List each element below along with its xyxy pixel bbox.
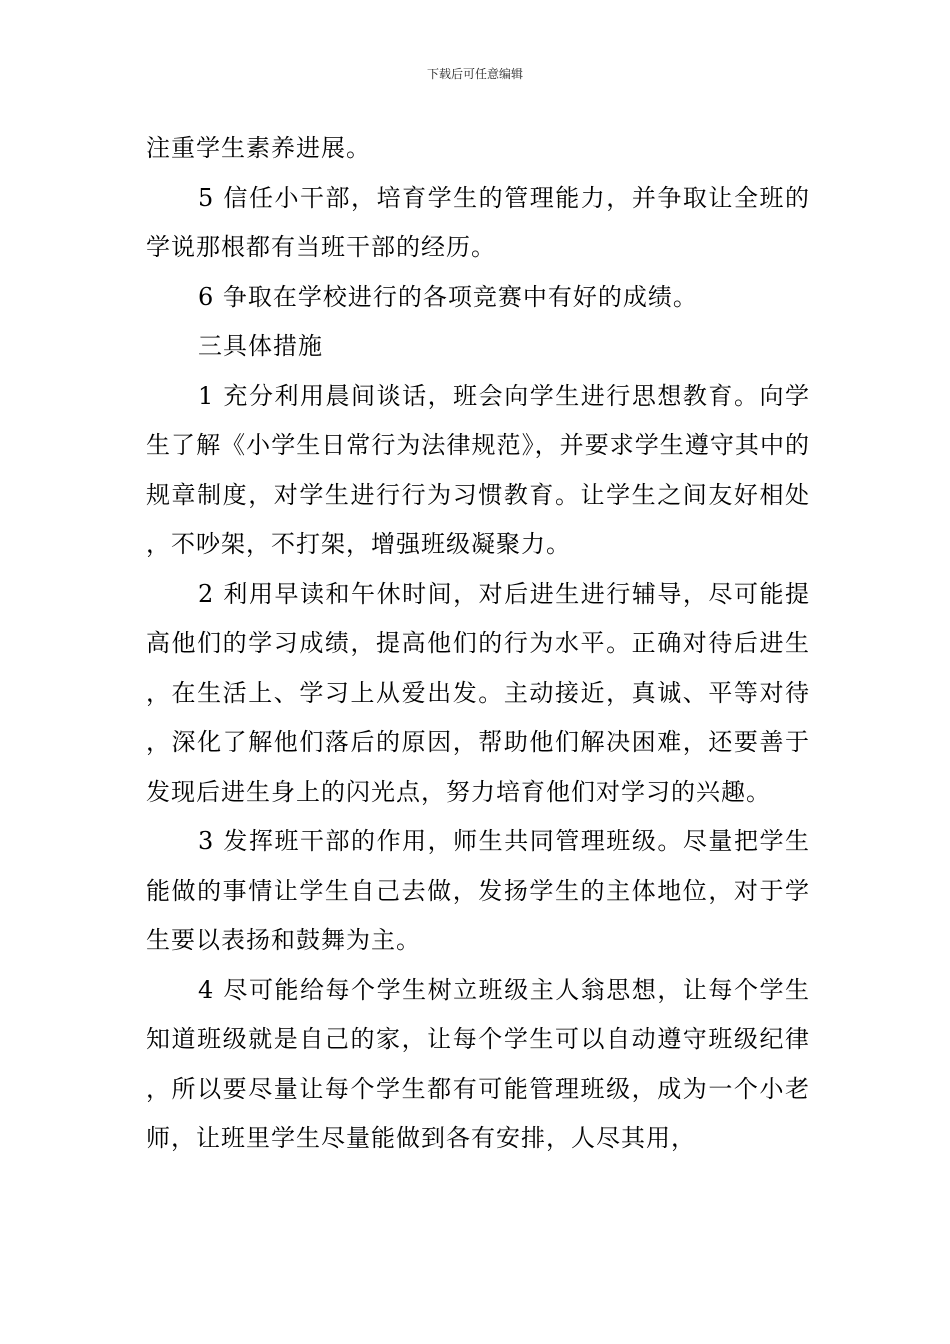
paragraph-7: 4 尽可能给每个学生树立班级主人翁思想，让每个学生知道班级就是自己的家，让每个学生可以自动遵守班级纪律，所以要尽量让每个学生都有可能管理班级，成为一个小老师，让班里学生尽量能做到各有安排，人尽其用， (146, 975, 810, 1152)
paragraph-1: 注重学生素养进展。 (146, 134, 371, 162)
section-heading: 三具体措施 (198, 332, 323, 360)
page-header: 下载后可任意编辑 (426, 67, 523, 81)
paragraph-6: 3 发挥班干部的作用，师生共同管理班级。尽量把学生能做的事情让学生自己去做，发扬学生的主体地位，对于学生要以表扬和鼓舞为主。 (146, 827, 810, 954)
paragraph-3: 6 争取在学校进行的各项竞赛中有好的成绩。 (198, 282, 698, 311)
document-body (146, 124, 810, 1164)
paragraph-2: 5 信任小干部，培育学生的管理能力，并争取让全班的学说那根都有当班干部的经历。 (146, 183, 810, 261)
paragraph-4: 1 充分利用晨间谈话，班会向学生进行思想教育。向学生了解《小学生日常行为法律规范》，并要求学生遵守其中的规章制度，对学生进行行为习惯教育。让学生之间友好相处，不吵架，不打架，增强班级凝聚力。 (146, 381, 810, 558)
paragraph-5: 2 利用早读和午休时间，对后进生进行辅导，尽可能提高他们的学习成绩，提高他们的行为水平。正确对待后进生，在生活上、学习上从爱出发。主动接近，真诚、平等对待，深化了解他们落后的原因，帮助他们解决困难，还要善于发现后进生身上的闪光点，努力培育他们对学习的兴趣。 (146, 579, 810, 806)
